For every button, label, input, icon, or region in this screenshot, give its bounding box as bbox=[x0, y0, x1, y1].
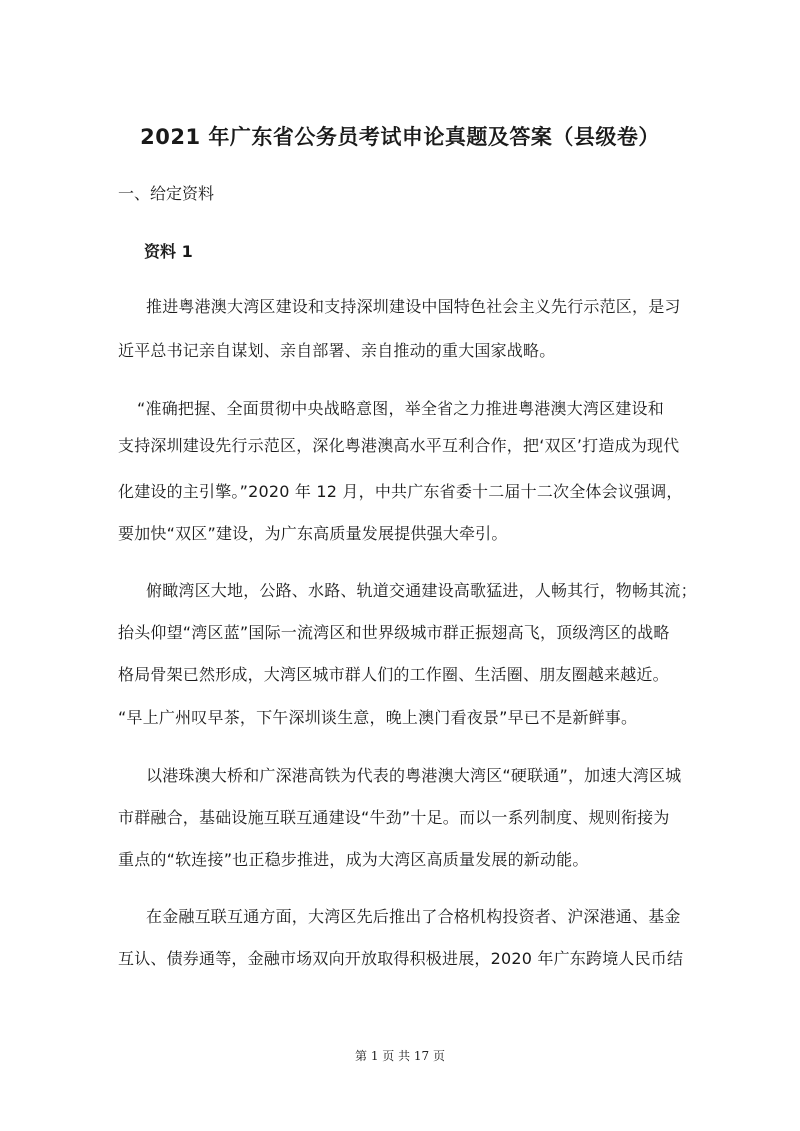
paragraph-line: 在金融互联互通方面，大湾区先后推出了合格机构投资者、沪深港通、基金 bbox=[146, 907, 681, 926]
paragraph-line: “准确把握、全面贯彻中央战略意图，举全省之力推进粤港澳大湾区建设和 bbox=[137, 399, 664, 418]
paragraph-line: 重点的“软连接”也正稳步推进，成为大湾区高质量发展的新动能。 bbox=[118, 850, 589, 869]
paragraph-line: 格局骨架已然形成，大湾区城市群人们的工作圈、生活圈、朋友圈越来越近。 bbox=[118, 665, 669, 684]
paragraph-line: 俯瞰湾区大地，公路、水路、轨道交通建设高歌猛进，人畅其行，物畅其流； bbox=[146, 581, 697, 600]
paragraph-line: 推进粤港澳大湾区建设和支持深圳建设中国特色社会主义先行示范区，是习 bbox=[146, 297, 681, 316]
paragraph-line: “早上广州叹早茶，下午深圳谈生意，晚上澳门看夜景”早已不是新鲜事。 bbox=[118, 708, 638, 727]
document-title: 2021 年广东省公务员考试申论真题及答案（县级卷） bbox=[140, 125, 660, 149]
paragraph-line: 互认、债券通等，金融市场双向开放取得积极进展，2020 年广东跨境人民币结 bbox=[118, 949, 684, 968]
paragraph-line: 化建设的主引擎。”2020 年 12 月，中共广东省委十二届十二次全体会议强调， bbox=[118, 482, 683, 501]
paragraph-line: 以港珠澳大桥和广深港高铁为代表的粤港澳大湾区“硬联通”，加速大湾区城 bbox=[146, 766, 682, 785]
material-heading: 资料 1 bbox=[144, 242, 193, 261]
paragraph-line: 要加快“双区”建设，为广东高质量发展提供强大牵引。 bbox=[118, 524, 508, 543]
paragraph-line: 近平总书记亲自谋划、亲自部署、亲自推动的重大国家战略。 bbox=[118, 341, 556, 360]
paragraph-line: 抬头仰望“湾区蓝”国际一流湾区和世界级城市群正振翅高飞，顶级湾区的战略 bbox=[118, 623, 670, 642]
paragraph-line: 支持深圳建设先行示范区，深化粤港澳高水平互利合作，把‘双区’打造成为现代 bbox=[118, 436, 680, 455]
paragraph-line: 市群融合，基础设施互联互通建设“牛劲”十足。而以一系列制度、规则衔接为 bbox=[118, 808, 670, 827]
section-heading: 一、给定资料 bbox=[118, 184, 215, 203]
page-number-footer: 第 1 页 共 17 页 bbox=[355, 1049, 445, 1063]
